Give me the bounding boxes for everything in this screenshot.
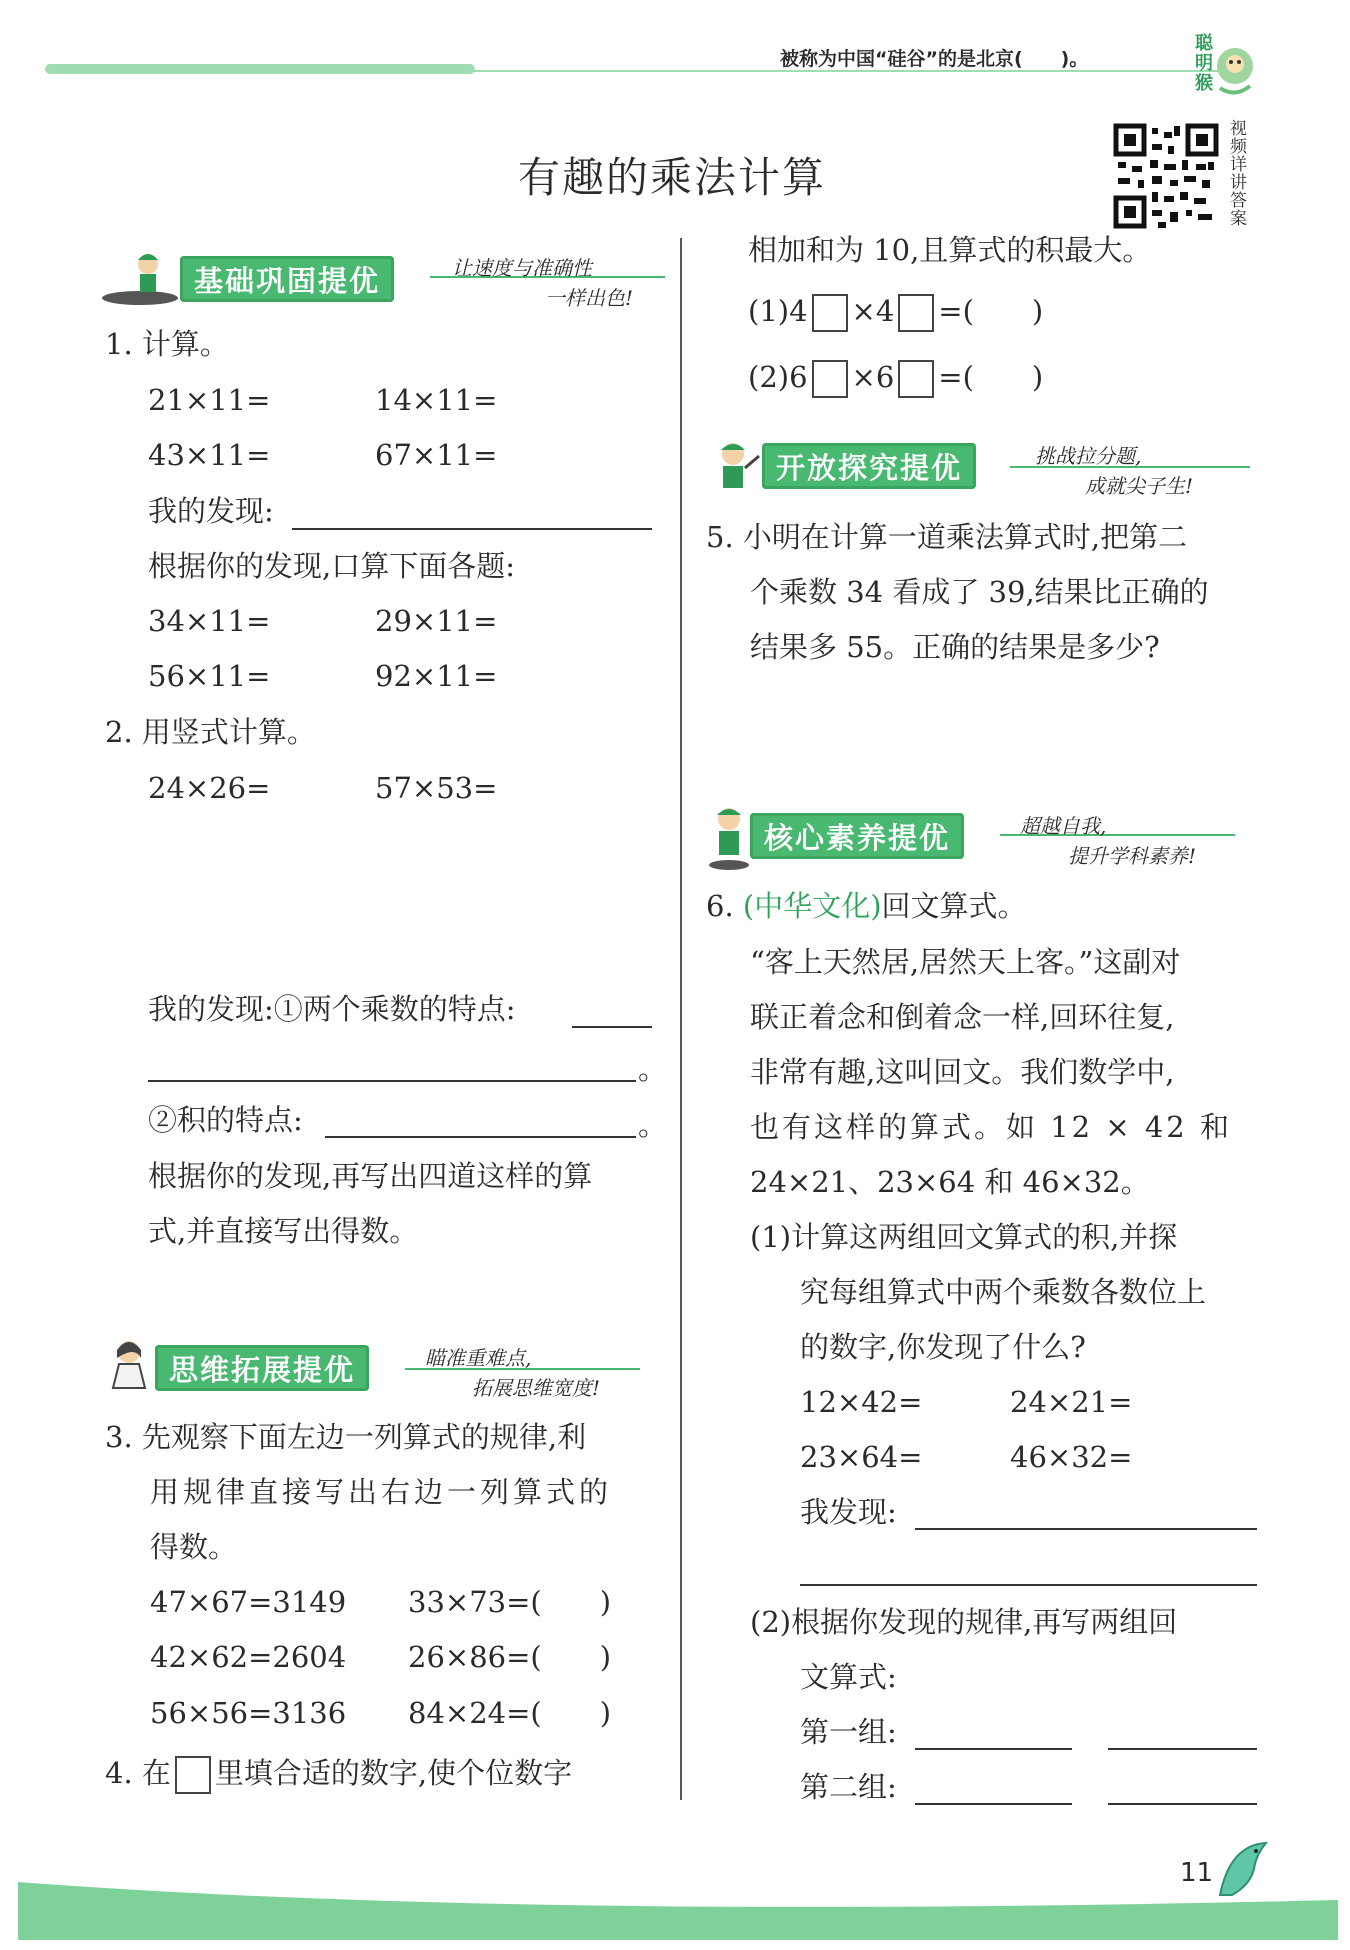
section-basic-title: 基础巩固提优 — [194, 263, 381, 298]
brand-text: 聪明猴 — [1195, 33, 1213, 94]
q4-p1-box-2[interactable] — [898, 294, 934, 332]
q3-row-1-right[interactable]: 33×73=( ) — [408, 1585, 612, 1619]
q6-r1-b: 24×21= — [1010, 1385, 1133, 1419]
q2-instruction-1: 根据你的发现,再写出四道这样的算 — [148, 1159, 593, 1193]
q6-p3: 非常有趣,这叫回文。我们数学中, — [750, 1055, 1175, 1089]
q6-p4: 也有这样的算式。如 12 × 42 和 — [750, 1110, 1232, 1144]
explorer-boy-icon — [705, 438, 761, 498]
q1-r2-a: 43×11= — [148, 438, 271, 472]
section-basic-slogan-1: 让速度与准确性 — [452, 256, 592, 280]
qr-code[interactable] — [1112, 122, 1220, 230]
section-open-slogan-2: 成就尖子生! — [1085, 474, 1194, 498]
q6-p5: 24×21、23×64 和 46×32。 — [750, 1165, 1150, 1199]
section-thinking-slogan-2: 拓展思维宽度! — [472, 1376, 601, 1400]
q4-fill-box — [175, 1756, 211, 1794]
q3-row-3-left: 56×56=3136 — [150, 1696, 347, 1730]
section-core-title: 核心素养提优 — [764, 820, 951, 855]
q6-finding-blank-2[interactable] — [800, 1584, 1257, 1586]
q3-row-3-right[interactable]: 84×24=( ) — [408, 1696, 612, 1730]
skateboard-boy-icon — [100, 250, 180, 308]
section-open-banner — [762, 443, 976, 489]
q4-continuation: 相加和为 10,且算式的积最大。 — [748, 233, 1152, 267]
section-core-slogan-2: 提升学科素养! — [1068, 844, 1197, 868]
q5-line-3: 结果多 55。正确的结果是多少? — [750, 630, 1160, 664]
q1-r1-b: 14×11= — [375, 383, 498, 417]
q2-finding-1-blank-2[interactable] — [148, 1080, 636, 1082]
q4-p2-c[interactable]: =( ) — [938, 360, 1044, 394]
q6-group-2-blank-b[interactable] — [1108, 1803, 1257, 1805]
skater-boy-icon — [705, 805, 755, 873]
q6-s1b: 究每组算式中两个乘数各数位上 — [800, 1275, 1207, 1309]
q2-period-1: 。 — [638, 1052, 668, 1086]
q2-r1-b: 57×53= — [375, 771, 498, 805]
q4-part-2 — [748, 360, 1043, 398]
q1-r3-b: 29×11= — [375, 604, 498, 638]
q4-p2-box-2[interactable] — [898, 360, 934, 398]
section-thinking-title: 思维拓展提优 — [169, 1352, 356, 1387]
q1-r4-b: 92×11= — [375, 659, 498, 693]
q1-instruction: 根据你的发现,口算下面各题: — [148, 549, 515, 583]
q6-s2b: 文算式: — [800, 1660, 897, 1694]
q4-pre: 4. 在 — [105, 1756, 171, 1790]
footer-band — [18, 1880, 1338, 1940]
q1-label: 1. 计算。 — [105, 327, 229, 361]
q2-label: 2. 用竖式计算。 — [105, 715, 316, 749]
q4-p2-box-1[interactable] — [812, 360, 848, 398]
q4-p2-b: ×6 — [851, 360, 895, 394]
q6-num: 6. — [706, 889, 734, 923]
q6-r1-a: 12×42= — [800, 1385, 923, 1419]
q6-s1a: (1)计算这两组回文算式的积,并探 — [750, 1220, 1178, 1254]
q1-finding-blank[interactable] — [292, 528, 652, 530]
q6-heading — [706, 889, 1027, 923]
q2-finding-1: 我的发现:①两个乘数的特点: — [148, 992, 516, 1026]
q3-row-2-right[interactable]: 26×86=( ) — [408, 1640, 612, 1674]
q4-p1-b: ×4 — [851, 294, 895, 328]
q3-row-1-left: 47×67=3149 — [150, 1585, 347, 1619]
q2-period-2: 。 — [638, 1108, 668, 1142]
header-band — [45, 64, 475, 74]
q3-line-3: 得数。 — [150, 1530, 238, 1564]
q3-line-2: 用规律直接写出右边一列算式的 — [150, 1475, 613, 1509]
q5-line-2: 个乘数 34 看成了 39,结果比正确的 — [750, 575, 1209, 609]
q1-r3-a: 34×11= — [148, 604, 271, 638]
section-thinking-slogan-1: 瞄准重难点, — [425, 1346, 532, 1370]
q4-post: 里填合适的数字,使个位数字 — [214, 1756, 573, 1790]
q6-r2-b: 46×32= — [1010, 1440, 1133, 1474]
q4-p1-box-1[interactable] — [812, 294, 848, 332]
q2-finding-2: ②积的特点: — [148, 1103, 303, 1137]
q1-finding: 我的发现: — [148, 494, 274, 528]
q6-p2: 联正着念和倒着念一样,回环往复, — [750, 1000, 1175, 1034]
q4-p2-a: (2)6 — [748, 360, 808, 394]
section-basic-slogan-2: 一样出色! — [545, 286, 634, 310]
q2-finding-2-blank[interactable] — [325, 1136, 636, 1138]
q3-line-1: 3. 先观察下面左边一列算式的规律,利 — [105, 1420, 587, 1454]
thinking-girl-icon — [105, 1338, 153, 1398]
q4-p1-c[interactable]: =( ) — [938, 294, 1044, 328]
header-question: 被称为中国“硅谷”的是北京( )。 — [780, 48, 1089, 70]
q5-line-1: 5. 小明在计算一道乘法算式时,把第二 — [706, 520, 1188, 554]
section-thinking-banner — [155, 1345, 369, 1391]
q4-part-1 — [748, 294, 1043, 332]
header-line — [470, 70, 1250, 72]
q6-s2a: (2)根据你发现的规律,再写两组回 — [750, 1605, 1178, 1639]
q4-line-1 — [105, 1756, 572, 1794]
q6-r2-a: 23×64= — [800, 1440, 923, 1474]
q6-group-2-blank-a[interactable] — [915, 1803, 1072, 1805]
q6-group-2: 第二组: — [800, 1770, 897, 1804]
qr-label: 视频详讲答案 — [1230, 119, 1247, 229]
q6-p1: “客上天然居,居然天上客。”这副对 — [750, 945, 1181, 979]
section-basic-banner — [180, 256, 394, 302]
section-open-slogan-1: 挑战拉分题, — [1035, 444, 1142, 468]
q2-finding-1-blank[interactable] — [572, 1026, 652, 1028]
q2-r1-a: 24×26= — [148, 771, 271, 805]
q6-group-1-blank-b[interactable] — [1108, 1748, 1257, 1750]
dolphin-icon — [1210, 1835, 1276, 1905]
section-core-banner — [750, 813, 964, 859]
q6-group-1: 第一组: — [800, 1715, 897, 1749]
q6-head: 回文算式。 — [881, 889, 1027, 923]
q4-p1-a: (1)4 — [748, 294, 808, 328]
q1-r1-a: 21×11= — [148, 383, 271, 417]
q6-tag: (中华文化) — [742, 889, 882, 923]
section-core-slogan-1: 超越自我, — [1020, 814, 1107, 838]
q3-row-2-left: 42×62=2604 — [150, 1640, 347, 1674]
q6-finding: 我发现: — [800, 1495, 897, 1529]
q6-s1c: 的数字,你发现了什么? — [800, 1330, 1086, 1364]
q1-r4-a: 56×11= — [148, 659, 271, 693]
section-open-title: 开放探究提优 — [776, 450, 963, 485]
q6-finding-blank-1[interactable] — [915, 1528, 1257, 1530]
q6-group-1-blank-a[interactable] — [915, 1748, 1072, 1750]
q1-r2-b: 67×11= — [375, 438, 498, 472]
page-title: 有趣的乘法计算 — [518, 153, 827, 202]
page-number: 11 — [1180, 1858, 1214, 1888]
q2-instruction-2: 式,并直接写出得数。 — [148, 1214, 419, 1248]
column-divider — [680, 238, 682, 1800]
